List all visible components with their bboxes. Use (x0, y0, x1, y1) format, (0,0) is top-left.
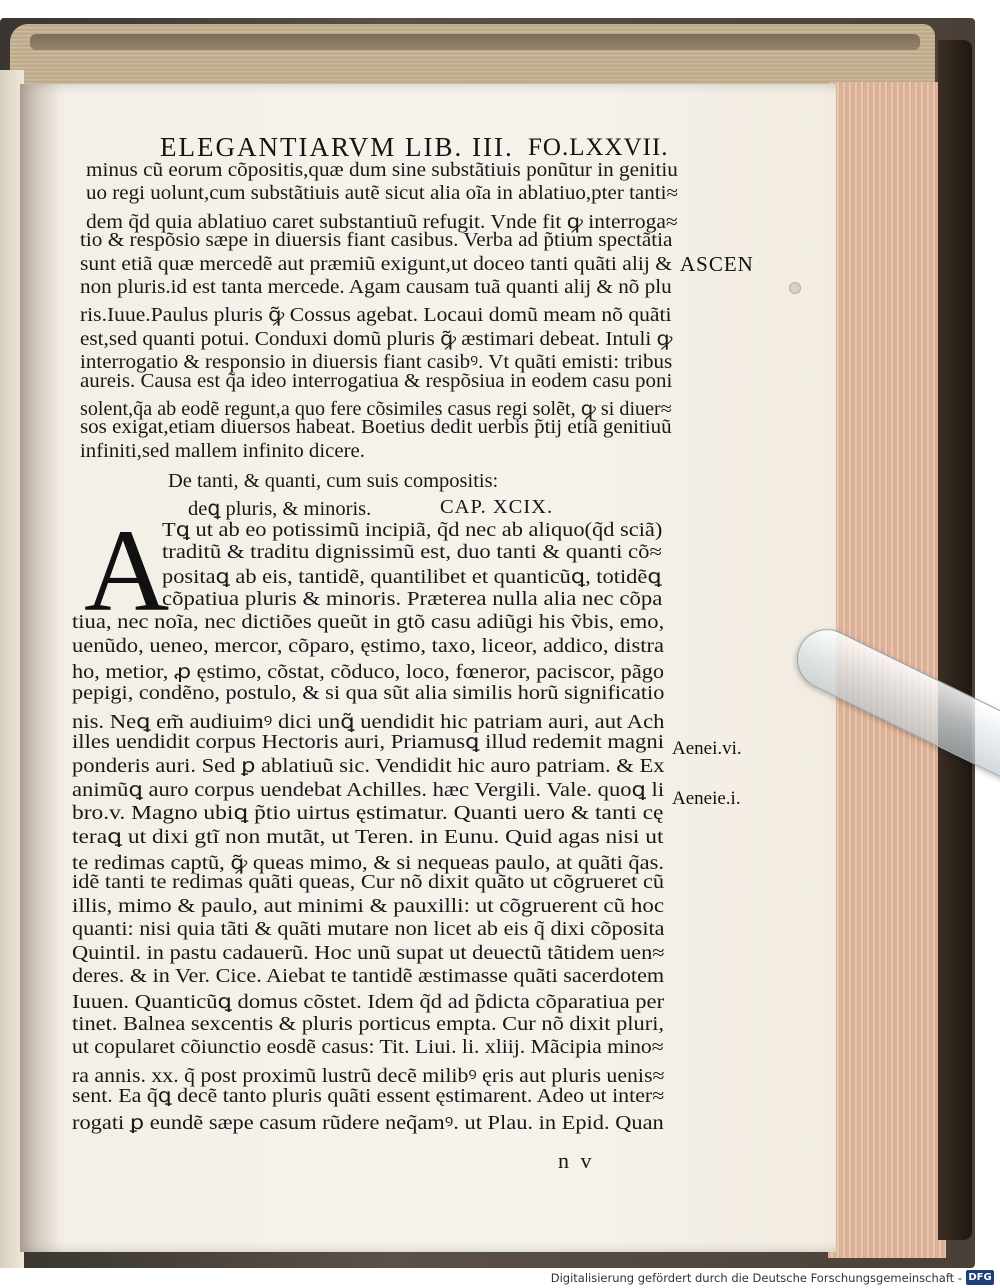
text-line: animũꝗ auro corpus uendebat Achilles. hæc Vergili. Vale. quoꝗ li (72, 779, 665, 801)
text-line: dem q̃d quia ablatiuo caret substantiuũ refugit. Vnde fit ꝙ interroga≈ (86, 211, 678, 233)
text-line: sos exigat,etiam diuersos habeat. Boetius dedit uerbis p̃tij etiã genitiuũ (80, 417, 672, 439)
folio-number: FO.LXXVII. (528, 134, 669, 161)
signature-mark: n v (558, 1148, 595, 1173)
text-line: illes uendidit corpus Hectoris auri, Priamusꝗ illud redemit magni (72, 732, 665, 754)
text-line: est,sed quanti potui. Conduxi domũ pluris ꝙ̃ æstimari debeat. Intuli ꝙ (80, 328, 673, 350)
text-line: Tꝗ ut ab eo potissimũ incipiã, q̃d nec ab aliquo(q̃d sciã) (162, 520, 663, 541)
page-gutter (20, 84, 60, 1252)
text-line: interrogatio & responsio in diuersis fiant casibꝰ. Vt quãti emisti: tribus (80, 352, 673, 374)
text-line: tio & respõsio sæpe in diuersis fiant casibus. Verba ad p̃tium spectãtia (80, 230, 673, 252)
text-line: ra annis. xx. q̃ post proximũ lustrũ decẽ milibꝰ ęris aut pluris uenis≈ (72, 1065, 665, 1087)
page-top-shadow (30, 34, 920, 50)
text-line: idẽ tanti te redimas quãti queas, Cur nõ dixit quãto ut cõgrueret cũ (72, 872, 665, 893)
text-line: sunt etiã quæ mercedẽ aut præmiũ exigunt,ut doceo tanti quãti alij & (80, 253, 673, 275)
text-line: ut copularet cõiunctio eosdẽ casus: Tit. Liui. li. xliij. Mãcipia mino≈ (72, 1037, 664, 1059)
footer-credit: Digitalisierung gefördert durch die Deutsche Forschungsgemeinschaft - (550, 1271, 962, 1285)
chapter-heading-line2: deꝗ pluris, & minoris. (188, 498, 372, 520)
text-line: uo regi uolunt,cum substãtiuis autẽ sicut alia oĩa in ablatiuo,pter tanti≈ (86, 183, 678, 205)
text-line: teraꝗ ut dixi gtĩ non mutãt, ut Teren. in Eunu. Quid agas nisi ut (72, 826, 664, 848)
text-line: illis, mimo & paulo, aut minimi & pauxilli: ut cõgruerent cũ hoc (72, 895, 665, 917)
text-line: tinet. Balnea sexcentis & pluris porticus empta. Cur nõ dixit pluri, (72, 1013, 665, 1035)
margin-note-aeneid-1: Aeneie.i. (672, 788, 741, 809)
text-line: tiua, nec noĩa, nec dictiões queũt in gtõ casu adiũgi his ṽbis, emo, (72, 612, 665, 634)
text-line: minus cũ eorum cõpositis,quæ dum sine substãtiuis ponũtur in genitiu (86, 160, 678, 181)
chapter-number: CAP. XCIX. (440, 496, 554, 518)
text-line: nis. Neꝗ em̃ audiuimꝰ dici unꝗ̃ uendidit hic patriam auri, aut Ach (72, 711, 665, 733)
initial-letter: A (84, 505, 170, 636)
text-line: non pluris.id est tanta mercede. Agam causam tuã quanti alij & nõ plu (80, 277, 672, 298)
dfg-logo: DFG (966, 1270, 994, 1285)
text-line: aureis. Causa est q̃a ideo interrogatiua & respõsiua in eodem casu poni (80, 370, 673, 392)
text-line: cõpatiua pluris & minoris. Præterea nulla alia nec cõpa (162, 588, 663, 610)
text-line: quanti: nisi quia tãti & quãti mutare non licet ab eis q̃ dixi cõposita (72, 919, 665, 941)
chapter-heading-line1: De tanti, & quanti, cum suis compositis: (168, 470, 499, 492)
running-head-title: ELEGANTIARVM LIB. III. (160, 132, 514, 162)
text-line: solent,q̃a ab eodẽ regunt,a quo fere cõsimiles casus regi solẽt, ꝙ si diuer≈ (80, 399, 672, 420)
book-spine-shadow (938, 40, 972, 1240)
text-line: pepigi, condẽno, postulo, & si qua sũt alia similis horũ significatio (72, 683, 665, 705)
text-line: sent. Ea q̃ꝗ decẽ tanto pluris quãti essent ęstimarent. Adeo ut inter≈ (72, 1086, 665, 1108)
text-line: traditũ & traditu dignissimũ est, duo tanti & quanti cõ≈ (162, 541, 662, 563)
text-line: te redimas captũ, ꝙ̃ queas mimo, & si nequeas paulo, at quãti q̃as. (72, 853, 664, 875)
text-line: rogati ꝑ eundẽ sæpe casum rũdere neq̃amꝰ. ut Plau. in Epid. Quan (72, 1113, 664, 1134)
page-hole (789, 282, 801, 294)
text-line: Iuuen. Quanticũꝗ domus cõstet. Idem q̃d ad p̃dicta cõparatiua per (72, 992, 665, 1013)
margin-note-ascen: ASCEN (680, 252, 754, 276)
text-line: ho, metior, ꝓ ęstimo, cõstat, cõduco, loco, fœneror, paciscor, pãgo (72, 661, 665, 683)
text-line: deres. & in Ver. Cice. Aiebat te tantidẽ æstimasse quãti sacerdotem (72, 966, 665, 988)
text-line: uenũdo, ueneo, mercor, cõparo, ęstimo, taxo, liceor, addico, distra (72, 636, 664, 657)
text-line: Quintil. in pastu cadauerũ. Hoc unũ supat ut deuectũ tãtidem uen≈ (72, 942, 665, 964)
text-line: infiniti,sed mallem infinito dicere. (80, 440, 365, 462)
margin-note-aeneid-6: Aenei.vi. (672, 738, 742, 759)
text-line: ponderis auri. Sed ꝑ ablatiuũ sic. Vendidit hic auro patriam. & Ex (72, 756, 665, 777)
text-line: bro.v. Magno ubiꝗ p̃tio uirtus ęstimatur. Quanti uero & tanti cę (72, 803, 664, 825)
text-line: positaꝗ ab eis, tantidẽ, quantilibet et quanticũꝗ, totidẽꝗ (162, 567, 662, 589)
text-line: ris.Iuue.Paulus pluris ꝙ̃ Cossus agebat. Locaui domũ meam nõ quãti (80, 305, 672, 327)
